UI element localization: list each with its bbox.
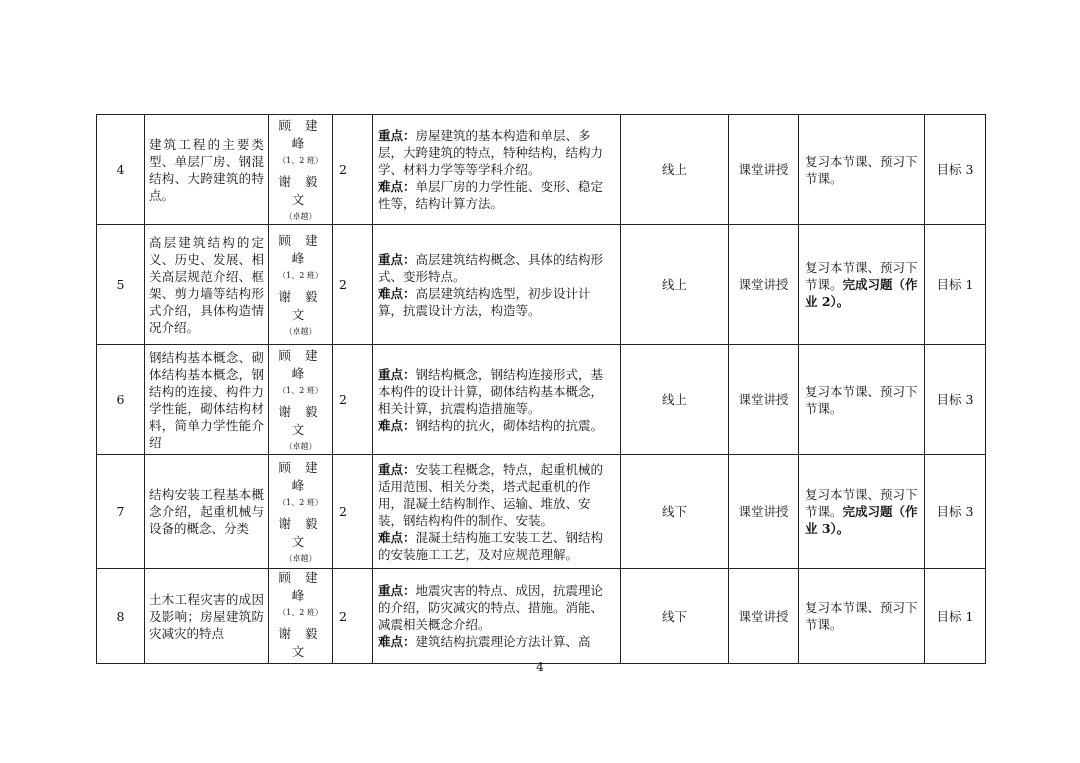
lesson-number: 8 <box>97 569 145 664</box>
table-row <box>97 455 986 569</box>
lesson-number: 5 <box>97 225 145 345</box>
table-row <box>97 115 986 225</box>
homework-text: 复习本节课、预习下节课。 <box>805 383 918 416</box>
key-point-label: 重点： <box>378 128 416 143</box>
lesson-content <box>373 225 621 345</box>
key-point-label: 重点： <box>378 461 416 477</box>
page-number: 4 <box>536 660 544 674</box>
course-goal: 目标 3 <box>925 345 986 455</box>
course-goal: 目标 1 <box>925 569 986 664</box>
key-point-text: 高层建筑结构概念、具体的结构形式、变形特点。 <box>378 251 604 284</box>
lesson-topic: 钢结构基本概念、砌体结构基本概念，钢结构的连接、构件力学性能，砌体结构材料，简单力学性能介绍 <box>145 345 269 455</box>
lesson-content <box>373 455 621 569</box>
difficulty-label: 难点： <box>378 529 416 545</box>
homework-assignment: 完成习题（作业 3）。 <box>805 504 918 536</box>
course-goal: 目标 3 <box>925 115 986 225</box>
teacher-class-note: （1、2 班） <box>278 155 323 165</box>
difficulty-text: 单层厂房的力学性能、变形、稳定性等，结构计算方法。 <box>378 179 604 211</box>
table-row <box>97 345 986 455</box>
key-point-label: 重点： <box>378 366 416 382</box>
course-goal: 目标 1 <box>925 225 986 345</box>
teacher-class-note: （卓越） <box>284 553 317 563</box>
teacher-class-note: （1、2 班） <box>278 385 323 395</box>
lesson-topic: 高层建筑结构的定义、历史、发展、相关高层规范介绍、框架、剪力墙等结构形式介绍，具体构造情况介绍。 <box>145 225 269 345</box>
teaching-method: 课堂讲授 <box>729 115 799 225</box>
teacher-name: 顾 建 峰 <box>278 347 323 381</box>
teacher-name: 顾 建 峰 <box>278 459 323 493</box>
course-schedule-table <box>96 114 986 664</box>
teaching-mode: 线上 <box>621 115 729 225</box>
teacher-class-note: （1、2 班） <box>278 497 323 507</box>
difficulty-label: 难点： <box>378 634 416 649</box>
difficulty-label: 难点： <box>378 417 416 433</box>
difficulty-label: 难点： <box>378 285 416 301</box>
teacher-name: 顾 建 峰 <box>278 117 323 151</box>
teacher-name: 顾 建 峰 <box>278 570 323 603</box>
key-point-text: 钢结构概念，钢结构连接形式，基本构件的设计计算，砌体结构基本概念，相关计算，抗震构造措施等。 <box>378 366 604 416</box>
difficulty-text: 建筑结构抗震理论方法计算、高 <box>415 634 591 649</box>
course-goal: 目标 3 <box>925 455 986 569</box>
lesson-content <box>373 345 621 455</box>
teacher-class-note: （卓越） <box>284 441 317 451</box>
teacher-name: 谢 毅 文 <box>278 288 323 322</box>
homework <box>799 115 925 225</box>
homework <box>799 569 925 664</box>
teacher-class-note: （1、2 班） <box>278 270 323 280</box>
lesson-hours: 2 <box>333 115 373 225</box>
lesson-teachers <box>269 345 333 455</box>
lesson-number: 6 <box>97 345 145 455</box>
teaching-method: 课堂讲授 <box>729 225 799 345</box>
teacher-name: 顾 建 峰 <box>278 232 323 266</box>
lesson-content <box>373 115 621 225</box>
lesson-teachers <box>269 569 333 664</box>
lesson-hours: 2 <box>333 345 373 455</box>
lesson-teachers <box>269 115 333 225</box>
teaching-mode: 线下 <box>621 455 729 569</box>
table-row <box>97 225 986 345</box>
key-point-text: 安装工程概念，特点，起重机械的适用范围、相关分类，塔式起重机的作用，混凝土结构制作、运输、堆放、安装，钢结构构件的制作、安装。 <box>378 461 604 528</box>
homework-text: 复习本节课、预习下节课。 <box>805 260 918 292</box>
key-point-text: 地震灾害的特点、成因，抗震理论的介绍，防灾减灾的特点、措施。消能、减震相关概念介绍。 <box>378 583 604 632</box>
teacher-name: 谢 毅 文 <box>278 173 323 207</box>
teaching-method: 课堂讲授 <box>729 455 799 569</box>
lesson-number: 4 <box>97 115 145 225</box>
lesson-hours: 2 <box>333 225 373 345</box>
homework-text: 复习本节课、预习下节课。 <box>805 600 918 632</box>
homework <box>799 455 925 569</box>
lesson-teachers <box>269 225 333 345</box>
teacher-name: 谢 毅 文 <box>278 626 323 659</box>
homework-text: 复习本节课、预习下节课。 <box>805 153 918 186</box>
key-point-label: 重点： <box>378 251 416 267</box>
teaching-mode: 线下 <box>621 569 729 664</box>
table-row <box>97 569 986 664</box>
teacher-name: 谢 毅 文 <box>278 403 323 437</box>
difficulty-label: 难点： <box>378 179 416 194</box>
difficulty-text: 混凝土结构施工安装工艺、钢结构的安装施工工艺，及对应规范理解。 <box>378 529 604 562</box>
teacher-name: 谢 毅 文 <box>278 515 323 549</box>
teacher-class-note: （卓越） <box>284 326 317 336</box>
lesson-hours: 2 <box>333 455 373 569</box>
homework-text: 复习本节课、预习下节课。 <box>805 487 918 519</box>
schedule-rows <box>97 115 986 664</box>
teaching-method: 课堂讲授 <box>729 569 799 664</box>
homework-assignment: 完成习题（作业 2）。 <box>805 277 918 309</box>
teaching-mode: 线上 <box>621 345 729 455</box>
homework <box>799 225 925 345</box>
teaching-method: 课堂讲授 <box>729 345 799 455</box>
teacher-class-note: （卓越） <box>284 211 317 221</box>
lesson-topic: 土木工程灾害的成因及影响；房屋建筑防灾减灾的特点 <box>145 569 269 664</box>
teaching-mode: 线上 <box>621 225 729 345</box>
lesson-topic: 结构安装工程基本概念介绍，起重机械与设备的概念、分类 <box>145 455 269 569</box>
key-point-text: 房屋建筑的基本构造和单层、多层，大跨建筑的特点，特种结构，结构力学、材料力学等等学科介绍。 <box>378 128 604 177</box>
difficulty-text: 钢结构的抗火，砌体结构的抗震。 <box>415 417 604 433</box>
lesson-content <box>373 569 621 664</box>
teacher-class-note: （1、2 班） <box>278 608 323 617</box>
lesson-number: 7 <box>97 455 145 569</box>
lesson-teachers <box>269 455 333 569</box>
homework <box>799 345 925 455</box>
lesson-topic: 建筑工程的主要类型、单层厂房、钢混结构、大跨建筑的特点。 <box>145 115 269 225</box>
key-point-label: 重点： <box>378 583 416 598</box>
lesson-hours: 2 <box>333 569 373 664</box>
difficulty-text: 高层建筑结构选型，初步设计计算，抗震设计方法，构造等。 <box>378 285 591 318</box>
